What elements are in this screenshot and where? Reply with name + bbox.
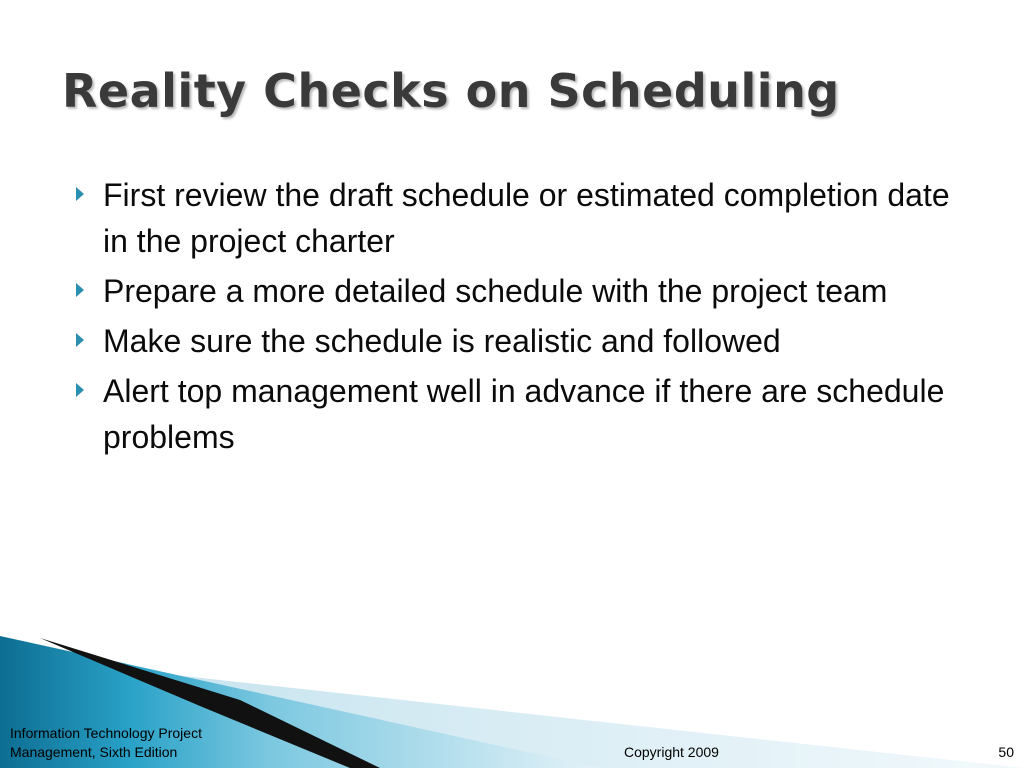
bullet-text: Make sure the schedule is realistic and followed [103,323,781,359]
bullet-item [70,268,970,314]
bullet-arrow-icon [76,333,84,347]
bullet-item [70,172,970,264]
bullet-item [70,368,970,460]
footer-course-title [10,724,202,762]
bullet-text: First review the draft schedule or estimated completion date in the project charter [103,177,950,259]
footer-course-line1: Information Technology Project [10,725,202,741]
footer-copyright: Copyright 2009 [624,744,719,760]
bullet-list [70,172,970,464]
footer-page-number: 50 [998,744,1014,760]
bullet-arrow-icon [76,283,84,297]
footer-course-line2: Management, Sixth Edition [10,744,178,760]
bullet-item [70,318,970,364]
bullet-text: Prepare a more detailed schedule with the project team [103,273,888,309]
bullet-arrow-icon [76,187,84,201]
bullet-arrow-icon [76,383,84,397]
bullet-text: Alert top management well in advance if there are schedule problems [103,373,945,455]
slide-title: Reality Checks on Scheduling [62,64,840,118]
